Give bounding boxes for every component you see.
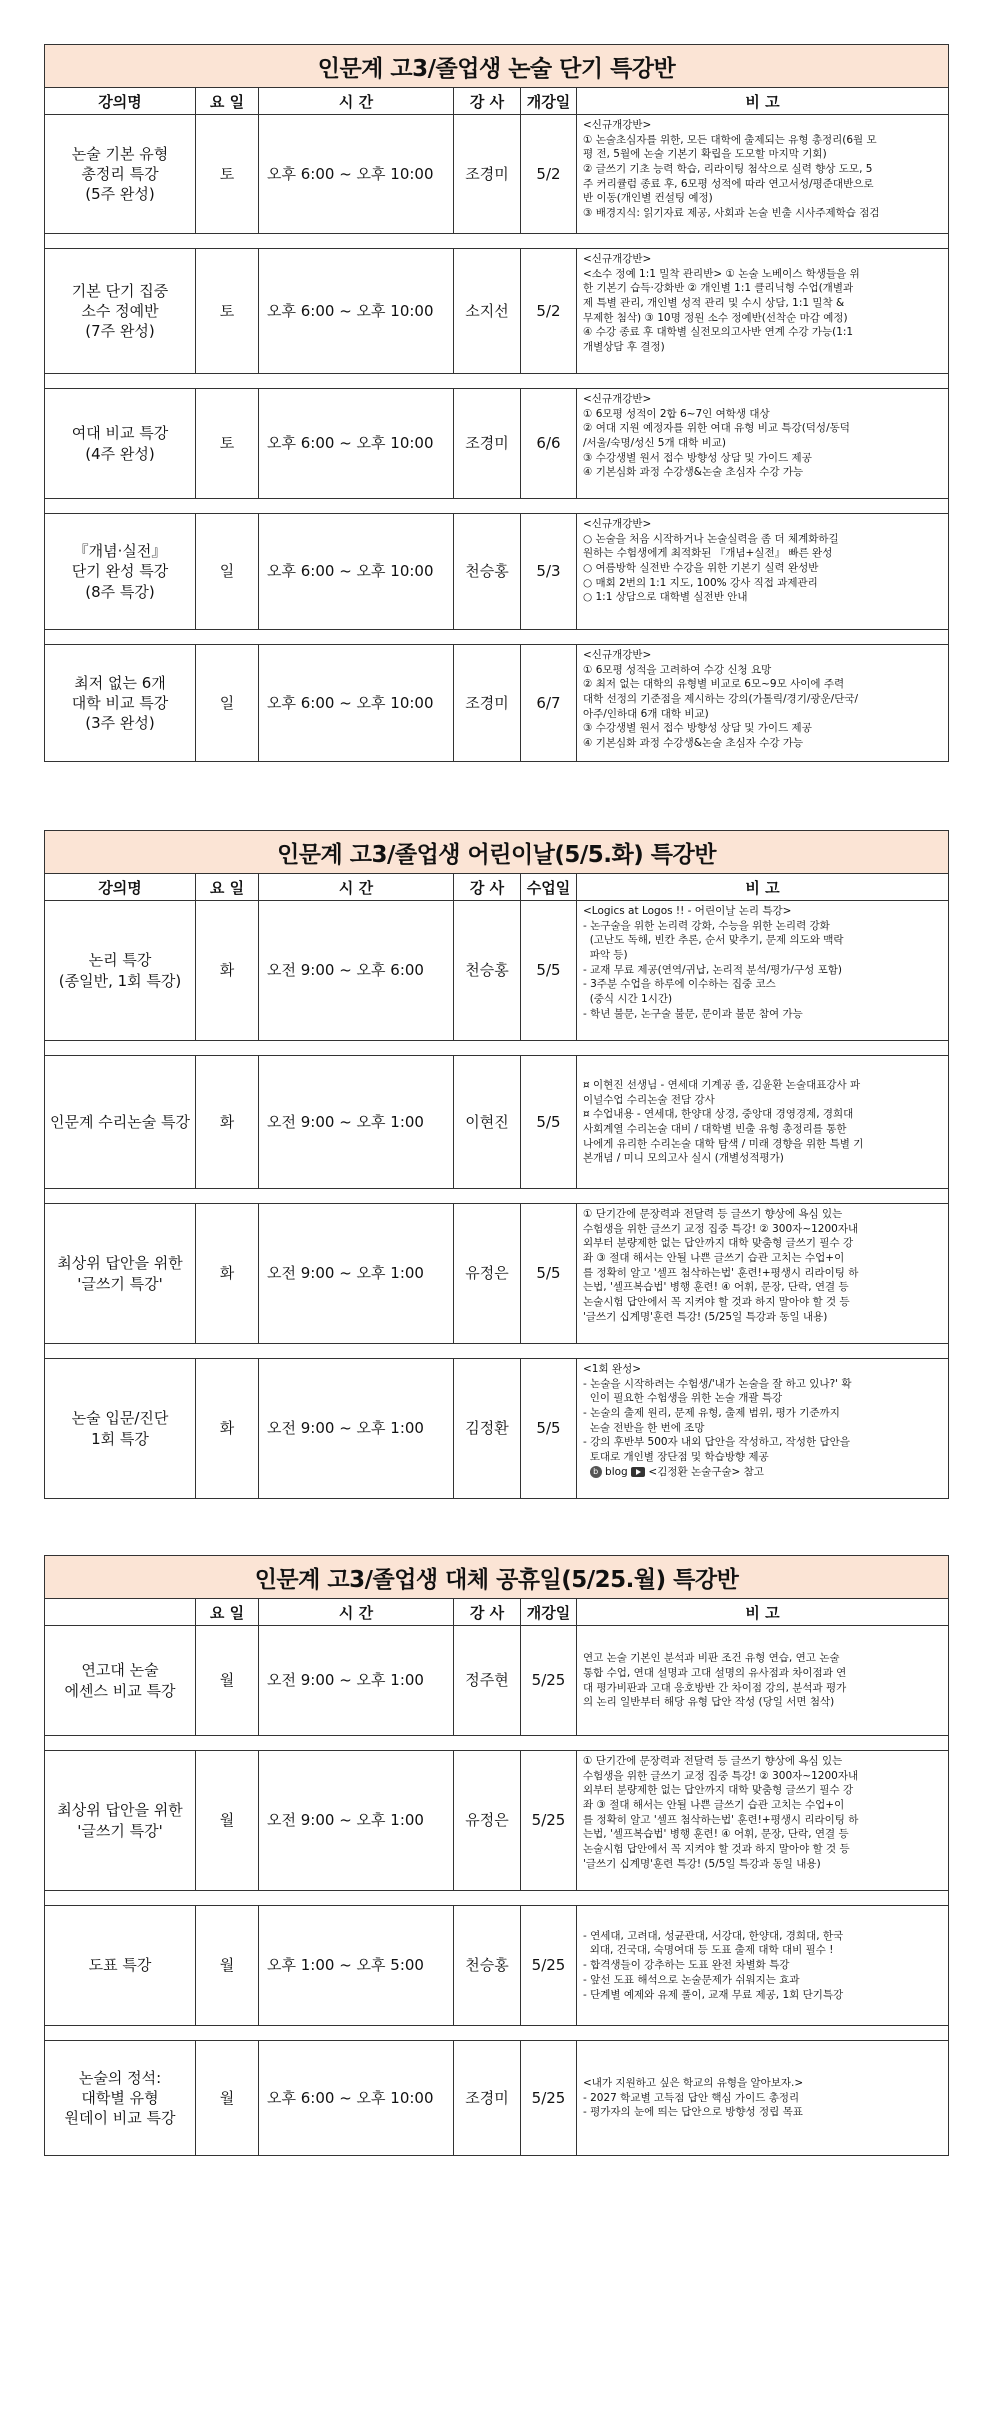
course-notes: <신규개강반> ○ 논술을 처음 시작하거나 논술실력을 좀 더 체계화하길 원하는 수험생에게 최적화된 『개념+실전』 빠른 완성 ○ 여름방학 실전반 수강을 위한 기본기 실력 완성반 ○ 매회 2번의 1:1 지도, 100% 강사 직접 과제관리 ○ 1:1 상담으로 대학별 실전반 안내 xyxy=(577,514,949,630)
course-notes: ① 단기간에 문장력과 전달력 등 글쓰기 향상에 욕심 있는 수험생을 위한 글쓰기 교정 집중 특강! ② 300자~1200자내 외부터 분량제한 없는 답안까지 대학 맞춤형 글쓰기 필수 강 좌 ③ 절대 해서는 안될 나쁜 글쓰기 습관 고치는 수업+이 를 정확히 알고 '셀프 첨삭하는법' 훈련!+평생시 리라이팅 하 는법, '셀프복습법' 병행 훈련! ④ 어휘, 문장, 단락, 연결 등 논술시험 답안에서 꼭 지켜야 할 것과 하지 말아야 할 것 등 '글쓰기 십계명'훈련 특강! (5/5일 특강과 동일 내용) xyxy=(577,1751,949,1891)
col-header-course xyxy=(45,1599,196,1626)
col-header-teacher: 강 사 xyxy=(454,874,521,901)
course-time: 오후 6:00 ~ 오후 10:00 xyxy=(259,514,454,630)
course-day: 월 xyxy=(196,1751,259,1891)
course-notes: <신규개강반> ① 6모평 성적을 고려하여 수강 신청 요망 ② 최저 없는 대학의 유형별 비교로 6모~9모 사이에 주력 대학 선정의 기준점을 제시하는 강의(가톨릭/경기/광운/단국/ 아주/인하대 6개 대학 비교) ③ 수강생별 원서 접수 방향성 상담 및 가이드 제공 ④ 기본심화 과정 수강생&논술 초심자 수강 가능 xyxy=(577,645,949,762)
row-divider xyxy=(45,499,949,514)
course-teacher: 유정은 xyxy=(454,1204,521,1344)
course-name: 연고대 논술 에센스 비교 특강 xyxy=(45,1626,196,1736)
course-teacher: 조경미 xyxy=(454,115,521,234)
blog-icon: b xyxy=(590,1466,602,1478)
course-time: 오후 1:00 ~ 오후 5:00 xyxy=(259,1906,454,2026)
course-name: 도표 특강 xyxy=(45,1906,196,2026)
col-header-date: 개강일 xyxy=(521,88,577,115)
course-notes: - 연세대, 고려대, 성균관대, 서강대, 한양대, 경희대, 한국 외대, 건국대, 숙명여대 등 도표 출제 대학 대비 필수 ! - 합격생들이 강추하는 도표 완전 차별화 특강 - 앞선 도표 해석으로 논술문제가 쉬워지는 효과 - 단계별 예제와 유제 풀이, 교재 무료 제공, 1회 단기특강 xyxy=(577,1906,949,2026)
section-substitute-holiday xyxy=(44,1555,948,2156)
course-time: 오전 9:00 ~ 오후 1:00 xyxy=(259,1056,454,1189)
section-short-term xyxy=(44,44,948,762)
course-day: 월 xyxy=(196,1906,259,2026)
course-time: 오후 6:00 ~ 오후 10:00 xyxy=(259,2041,454,2156)
col-header-notes: 비 고 xyxy=(577,874,949,901)
col-header-teacher: 강 사 xyxy=(454,1599,521,1626)
course-notes: <신규개강반> <소수 정예 1:1 밀착 관리반> ① 논술 노베이스 학생들을 위 한 기본기 습득·강화반 ② 개인별 1:1 클리닉형 수업(개별과 제 특별 관리, 개인별 성적 관리 및 수시 상담, 1:1 밀착 & 무제한 첨삭) ③ 10명 정원 소수 정예반(선착순 마감 예정) ④ 수강 종료 후 대학별 실전모의고사반 연계 수강 가능(1:1 개별상담 후 결정) xyxy=(577,249,949,374)
course-teacher: 유정은 xyxy=(454,1751,521,1891)
table-row xyxy=(45,1056,949,1189)
course-name: 최저 없는 6개 대학 비교 특강 (3주 완성) xyxy=(45,645,196,762)
course-teacher: 조경미 xyxy=(454,389,521,499)
row-divider xyxy=(45,1344,949,1359)
col-header-date: 수업일 xyxy=(521,874,577,901)
course-day: 일 xyxy=(196,645,259,762)
section-title: 인문계 고3/졸업생 어린이날(5/5.화) 특강반 xyxy=(45,831,949,874)
table-row xyxy=(45,249,949,374)
course-teacher: 천승홍 xyxy=(454,901,521,1041)
course-name: 인문계 수리논술 특강 xyxy=(45,1056,196,1189)
row-divider xyxy=(45,1891,949,1906)
row-divider xyxy=(45,1736,949,1751)
course-teacher: 정주현 xyxy=(454,1626,521,1736)
course-notes: <내가 지원하고 싶은 학교의 유형을 알아보자.> - 2027 학교별 고득점 답안 핵심 가이드 총정리 - 평가자의 눈에 띄는 답안으로 방향성 정립 목표 xyxy=(577,2041,949,2156)
course-notes: <신규개강반> ① 논술초심자를 위한, 모든 대학에 출제되는 유형 총정리(6월 모 평 전, 5월에 논술 기본기 확립을 도모할 마지막 기회) ② 글쓰기 기초 능력 학습, 리라이팅 첨삭으로 실력 향상 도모, 5 주 커리큘럼 종료 후, 6모평 성적에 따라 연고서성/평준대반으로 반 이동(개인별 컨설팅 예정) ③ 배경지식: 읽기자료 제공, 사회과 논술 빈출 시사주제학습 점검 xyxy=(577,115,949,234)
course-date: 5/5 xyxy=(521,1359,577,1499)
table-row xyxy=(45,2041,949,2156)
row-divider xyxy=(45,234,949,249)
course-day: 화 xyxy=(196,1204,259,1344)
col-header-day: 요 일 xyxy=(196,1599,259,1626)
course-date: 5/25 xyxy=(521,1906,577,2026)
col-header-time: 시 간 xyxy=(259,88,454,115)
col-header-date: 개강일 xyxy=(521,1599,577,1626)
course-time: 오전 9:00 ~ 오후 1:00 xyxy=(259,1751,454,1891)
col-header-course: 강의명 xyxy=(45,874,196,901)
course-name: 기본 단기 집중 소수 정예반 (7주 완성) xyxy=(45,249,196,374)
youtube-icon xyxy=(631,1467,645,1477)
course-teacher: 조경미 xyxy=(454,645,521,762)
table-row xyxy=(45,901,949,1041)
col-header-day: 요 일 xyxy=(196,874,259,901)
course-day: 화 xyxy=(196,1056,259,1189)
course-date: 5/2 xyxy=(521,115,577,234)
section-title: 인문계 고3/졸업생 대체 공휴일(5/25.월) 특강반 xyxy=(45,1556,949,1599)
course-notes: <Logics at Logos !! - 어린이날 논리 특강> - 논구술을 위한 논리력 강화, 수능을 위한 논리력 강화 (고난도 독해, 빈칸 추론, 순서 맞추기, 문제 의도와 맥락 파악 등) - 교재 무료 제공(연역/귀납, 논리적 분석/평가/구성 포함) - 3주분 수업을 하루에 이수하는 집중 코스 (중식 시간 1시간) - 학년 불문, 논구술 불문, 문이과 불문 참여 가능 xyxy=(577,901,949,1041)
course-day: 토 xyxy=(196,249,259,374)
course-name: 논리 특강 (종일반, 1회 특강) xyxy=(45,901,196,1041)
course-notes: <1회 완성> - 논술을 시작하려는 수험생/'내가 논술을 잘 하고 있나?' 확 인이 필요한 수험생을 위한 논술 개괄 특강 - 논술의 출제 원리, 문제 유형, 출제 범위, 평가 기준까지 논술 전반을 한 번에 조망 - 강의 후반부 500자 내외 답안을 작성하고, 작성한 답안을 토대로 개인별 장단점 및 학습방향 제공 b blog <김정환 논술구술> 참고 xyxy=(577,1359,949,1499)
course-date: 5/25 xyxy=(521,1626,577,1736)
blog-reference: b blog <김정환 논술구술> 참고 xyxy=(583,1465,944,1480)
course-day: 월 xyxy=(196,2041,259,2156)
course-name: 최상위 답안을 위한 '글쓰기 특강' xyxy=(45,1751,196,1891)
col-header-teacher: 강 사 xyxy=(454,88,521,115)
table-row xyxy=(45,514,949,630)
course-teacher: 이현진 xyxy=(454,1056,521,1189)
course-date: 5/3 xyxy=(521,514,577,630)
col-header-time: 시 간 xyxy=(259,1599,454,1626)
course-day: 일 xyxy=(196,514,259,630)
table-row xyxy=(45,1751,949,1891)
course-teacher: 김정환 xyxy=(454,1359,521,1499)
table-row xyxy=(45,115,949,234)
table-row xyxy=(45,1906,949,2026)
course-notes: <신규개강반> ① 6모평 성적이 2합 6~7인 여학생 대상 ② 여대 지원 예정자를 위한 여대 유형 비교 특강(덕성/동덕 /서울/숙명/성신 5개 대학 비교) ③ 수강생별 원서 접수 방향성 상담 및 가이드 제공 ④ 기본심화 과정 수강생&논술 초심자 수강 가능 xyxy=(577,389,949,499)
table-row xyxy=(45,389,949,499)
section-title: 인문계 고3/졸업생 논술 단기 특강반 xyxy=(45,45,949,88)
row-divider xyxy=(45,374,949,389)
course-name: 논술 기본 유형 총정리 특강 (5주 완성) xyxy=(45,115,196,234)
course-date: 5/25 xyxy=(521,2041,577,2156)
course-teacher: 천승홍 xyxy=(454,1906,521,2026)
course-date: 6/6 xyxy=(521,389,577,499)
course-name: 『개념·실전』 단기 완성 특강 (8주 특강) xyxy=(45,514,196,630)
table-row xyxy=(45,1359,949,1499)
col-header-time: 시 간 xyxy=(259,874,454,901)
course-day: 토 xyxy=(196,389,259,499)
col-header-notes: 비 고 xyxy=(577,88,949,115)
course-notes: ¤ 이현진 선생님 - 연세대 기계공 졸, 김윤환 논술대표강사 파 이널수업 수리논술 전담 강사 ¤ 수업내용 - 연세대, 한양대 상경, 중앙대 경영경제, 경희대 사회계열 수리논술 대비 / 대학별 빈출 유형 총정리를 통한 나에게 유리한 수리논술 대학 탐색 / 미래 경향을 위한 특별 기 본개념 / 미니 모의고사 실시 (개별성적평가) xyxy=(577,1056,949,1189)
row-divider xyxy=(45,1041,949,1056)
row-divider xyxy=(45,2026,949,2041)
course-notes: ① 단기간에 문장력과 전달력 등 글쓰기 향상에 욕심 있는 수험생을 위한 글쓰기 교정 집중 특강! ② 300자~1200자내 외부터 분량제한 없는 답안까지 대학 맞춤형 글쓰기 필수 강 좌 ③ 절대 해서는 안될 나쁜 글쓰기 습관 고치는 수업+이 를 정확히 알고 '셀프 첨삭하는법' 훈련!+평생시 리라이팅 하 는법, '셀프복습법' 병행 훈련! ④ 어휘, 문장, 단락, 연결 등 논술시험 답안에서 꼭 지켜야 할 것과 하지 말아야 할 것 등 '글쓰기 십계명'훈련 특강! (5/25일 특강과 동일 내용) xyxy=(577,1204,949,1344)
col-header-day: 요 일 xyxy=(196,88,259,115)
course-day: 토 xyxy=(196,115,259,234)
course-time: 오전 9:00 ~ 오후 6:00 xyxy=(259,901,454,1041)
course-teacher: 조경미 xyxy=(454,2041,521,2156)
course-time: 오후 6:00 ~ 오후 10:00 xyxy=(259,389,454,499)
row-divider xyxy=(45,630,949,645)
course-date: 6/7 xyxy=(521,645,577,762)
table-row xyxy=(45,1626,949,1736)
course-time: 오전 9:00 ~ 오후 1:00 xyxy=(259,1626,454,1736)
course-date: 5/5 xyxy=(521,1056,577,1189)
course-day: 월 xyxy=(196,1626,259,1736)
course-time: 오전 9:00 ~ 오후 1:00 xyxy=(259,1204,454,1344)
course-day: 화 xyxy=(196,1359,259,1499)
course-teacher: 천승홍 xyxy=(454,514,521,630)
col-header-course: 강의명 xyxy=(45,88,196,115)
course-day: 화 xyxy=(196,901,259,1041)
section-childrens-day xyxy=(44,830,948,1499)
course-time: 오후 6:00 ~ 오후 10:00 xyxy=(259,115,454,234)
course-teacher: 소지선 xyxy=(454,249,521,374)
course-date: 5/2 xyxy=(521,249,577,374)
course-time: 오후 6:00 ~ 오후 10:00 xyxy=(259,249,454,374)
course-date: 5/5 xyxy=(521,901,577,1041)
col-header-notes: 비 고 xyxy=(577,1599,949,1626)
course-notes: 연고 논술 기본인 분석과 비판 조건 유형 연습, 연고 논술 통합 수업, 연대 설명과 고대 설명의 유사점과 차이점과 연 대 평가비판과 고대 응호방반 간 차이점 강의, 분석과 평가 의 논리 일반부터 해당 유형 답안 작성 (당일 서면 첨삭) xyxy=(577,1626,949,1736)
course-date: 5/25 xyxy=(521,1751,577,1891)
course-name: 논술 입문/진단 1회 특강 xyxy=(45,1359,196,1499)
course-time: 오전 9:00 ~ 오후 1:00 xyxy=(259,1359,454,1499)
table-row xyxy=(45,1204,949,1344)
table-row xyxy=(45,645,949,762)
row-divider xyxy=(45,1189,949,1204)
course-date: 5/5 xyxy=(521,1204,577,1344)
course-time: 오후 6:00 ~ 오후 10:00 xyxy=(259,645,454,762)
course-name: 여대 비교 특강 (4주 완성) xyxy=(45,389,196,499)
course-name: 논술의 정석: 대학별 유형 원데이 비교 특강 xyxy=(45,2041,196,2156)
course-name: 최상위 답안을 위한 '글쓰기 특강' xyxy=(45,1204,196,1344)
